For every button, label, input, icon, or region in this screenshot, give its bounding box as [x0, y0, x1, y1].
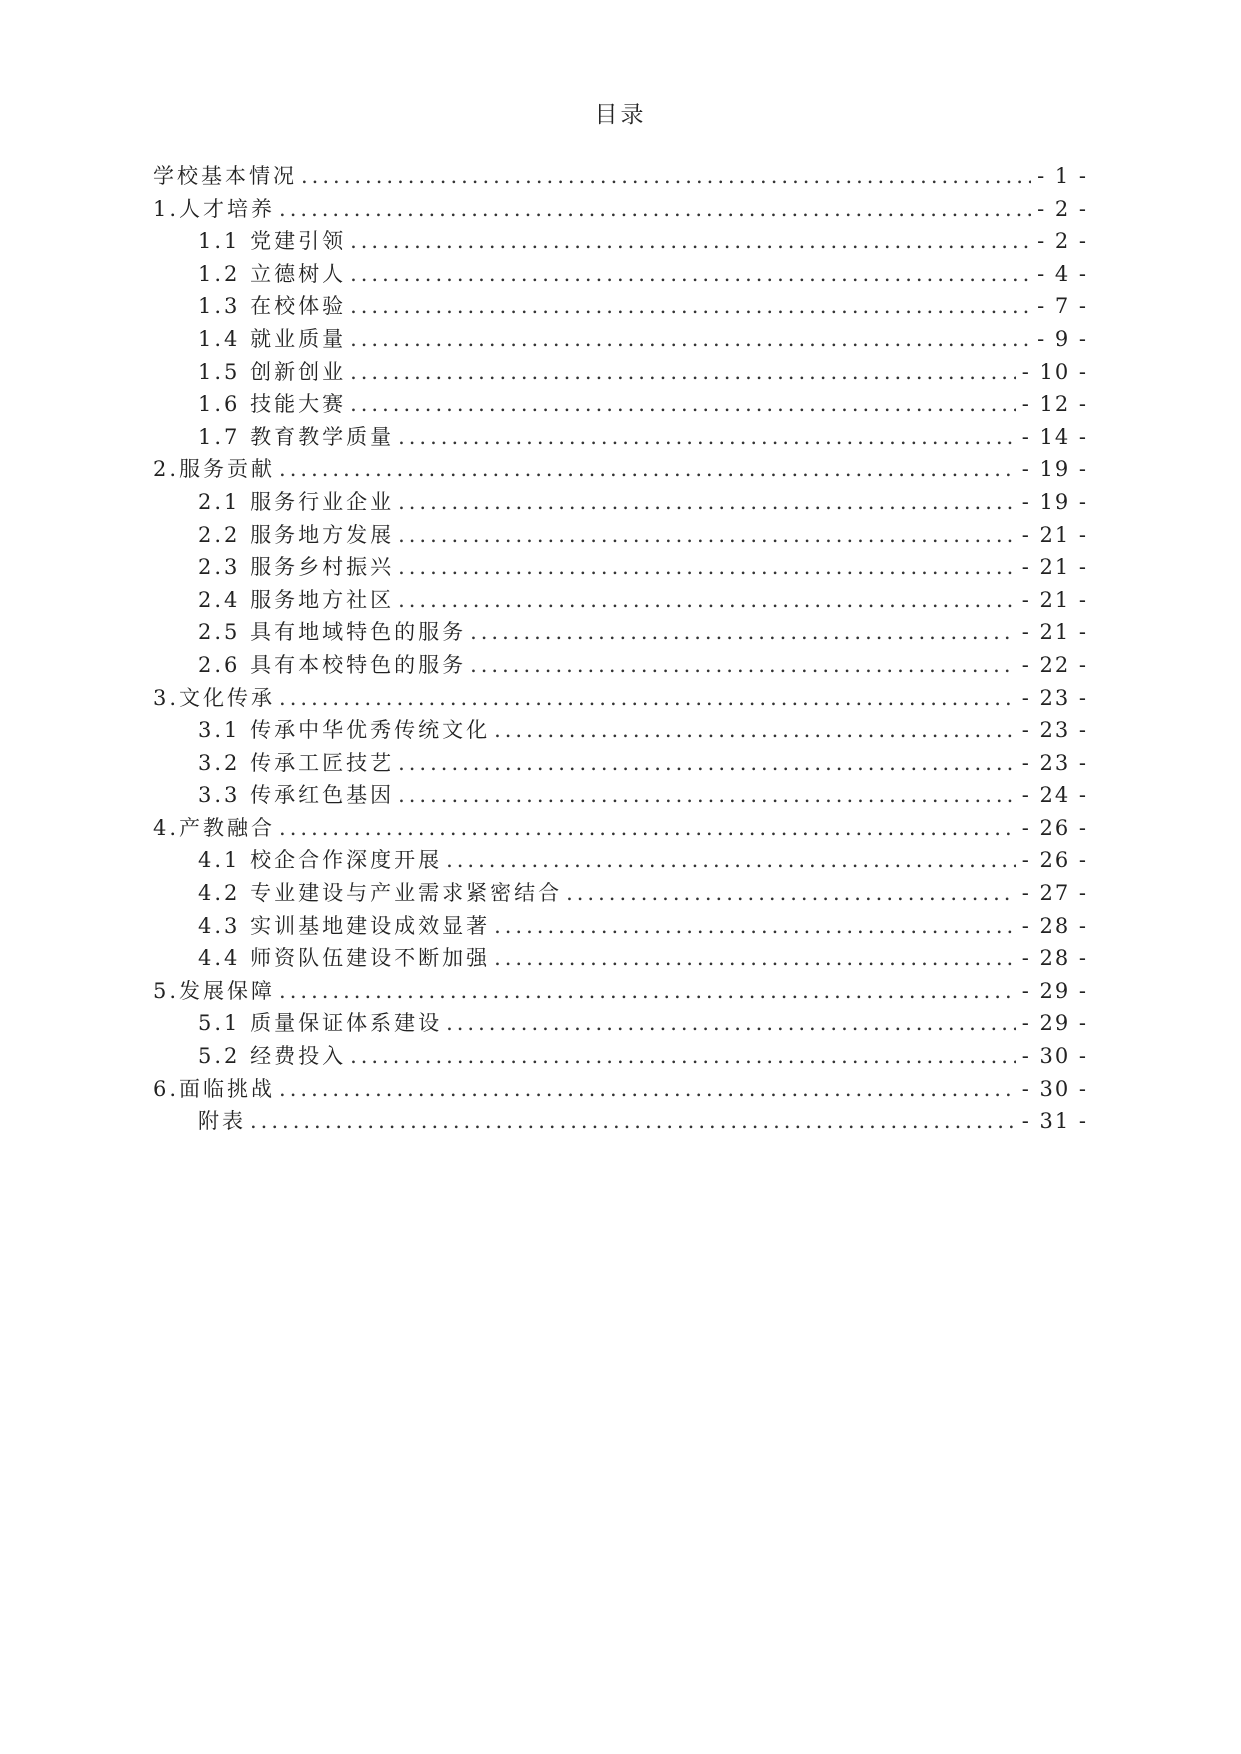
toc-entry-label: 1.2 立德树人 — [198, 261, 347, 286]
toc-entry-page-number: - 21 - — [1021, 620, 1088, 645]
toc-entry-page-number: - 31 - — [1021, 1109, 1088, 1134]
toc-entry[interactable] — [153, 779, 1088, 812]
toc-dot-leader — [279, 682, 1016, 715]
toc-entry-page-number: - 2 - — [1037, 229, 1088, 254]
toc-dot-leader — [279, 1073, 1016, 1106]
toc-entry[interactable] — [153, 649, 1088, 682]
table-of-contents — [153, 160, 1088, 1138]
toc-entry-label: 2.1 服务行业企业 — [198, 489, 395, 514]
toc-entry[interactable] — [153, 258, 1088, 291]
toc-entry-label: 1.4 就业质量 — [198, 326, 347, 351]
toc-entry[interactable] — [153, 1105, 1088, 1138]
toc-dot-leader — [494, 714, 1016, 747]
toc-entry-page-number: - 21 - — [1021, 522, 1088, 547]
toc-dot-leader — [398, 551, 1016, 584]
toc-entry-label: 2.3 服务乡村振兴 — [198, 555, 395, 580]
toc-entry-page-number: - 21 - — [1021, 555, 1088, 580]
toc-entry[interactable] — [153, 910, 1088, 943]
toc-dot-leader — [350, 323, 1031, 356]
toc-entry-page-number: - 12 - — [1021, 392, 1088, 417]
toc-entry[interactable] — [153, 714, 1088, 747]
toc-dot-leader — [250, 1105, 1016, 1138]
toc-entry-page-number: - 23 - — [1021, 750, 1088, 775]
toc-entry[interactable] — [153, 323, 1088, 356]
toc-entry-page-number: - 7 - — [1037, 294, 1088, 319]
toc-entry[interactable] — [153, 1007, 1088, 1040]
toc-entry-page-number: - 21 - — [1021, 587, 1088, 612]
toc-entry[interactable] — [153, 1073, 1088, 1106]
toc-entry-page-number: - 26 - — [1021, 848, 1088, 873]
toc-entry[interactable] — [153, 388, 1088, 421]
toc-dot-leader — [301, 160, 1031, 193]
toc-entry-label: 2.2 服务地方发展 — [198, 522, 395, 547]
toc-dot-leader — [350, 290, 1031, 323]
toc-entry-page-number: - 2 - — [1037, 196, 1088, 221]
toc-entry[interactable] — [153, 616, 1088, 649]
toc-entry-page-number: - 30 - — [1021, 1044, 1088, 1069]
toc-entry[interactable] — [153, 193, 1088, 226]
toc-dot-leader — [494, 910, 1016, 943]
toc-entry-page-number: - 4 - — [1037, 261, 1088, 286]
toc-dot-leader — [398, 779, 1016, 812]
toc-dot-leader — [470, 649, 1016, 682]
toc-entry-page-number: - 26 - — [1021, 815, 1088, 840]
toc-entry[interactable] — [153, 975, 1088, 1008]
toc-entry-page-number: - 27 - — [1021, 881, 1088, 906]
toc-entry-label: 2.4 服务地方社区 — [198, 587, 395, 612]
toc-entry[interactable] — [153, 421, 1088, 454]
toc-entry-label: 6.面临挑战 — [153, 1076, 276, 1101]
toc-dot-leader — [279, 812, 1016, 845]
toc-entry-label: 4.4 师资队伍建设不断加强 — [198, 946, 491, 971]
toc-dot-leader — [494, 942, 1016, 975]
toc-entry[interactable] — [153, 486, 1088, 519]
toc-dot-leader — [350, 1040, 1016, 1073]
toc-entry[interactable] — [153, 682, 1088, 715]
toc-entry-label: 1.人才培养 — [153, 196, 276, 221]
toc-entry-page-number: - 19 - — [1021, 489, 1088, 514]
toc-entry-page-number: - 19 - — [1021, 457, 1088, 482]
toc-dot-leader — [350, 225, 1031, 258]
toc-entry-label: 5.1 质量保证体系建设 — [198, 1011, 443, 1036]
toc-entry[interactable] — [153, 225, 1088, 258]
toc-entry-label: 2.服务贡献 — [153, 457, 276, 482]
toc-entry[interactable] — [153, 1040, 1088, 1073]
toc-entry-page-number: - 29 - — [1021, 978, 1088, 1003]
toc-entry-label: 3.2 传承工匠技艺 — [198, 750, 395, 775]
toc-dot-leader — [350, 258, 1031, 291]
toc-title: 目录 — [594, 102, 647, 128]
toc-entry-page-number: - 10 - — [1021, 359, 1088, 384]
toc-dot-leader — [398, 747, 1016, 780]
toc-entry-label: 附表 — [198, 1109, 246, 1134]
toc-entry-label: 3.1 传承中华优秀传统文化 — [198, 718, 491, 743]
toc-entry-page-number: - 30 - — [1021, 1076, 1088, 1101]
toc-dot-leader — [398, 584, 1016, 617]
toc-entry[interactable] — [153, 519, 1088, 552]
toc-entry-label: 2.5 具有地域特色的服务 — [198, 620, 467, 645]
toc-dot-leader — [279, 453, 1016, 486]
toc-entry-label: 5.发展保障 — [153, 978, 276, 1003]
toc-entry-label: 1.6 技能大赛 — [198, 392, 347, 417]
toc-entry-label: 1.5 创新创业 — [198, 359, 347, 384]
toc-entry[interactable] — [153, 942, 1088, 975]
toc-dot-leader — [470, 616, 1016, 649]
toc-entry-page-number: - 24 - — [1021, 783, 1088, 808]
toc-entry[interactable] — [153, 453, 1088, 486]
toc-dot-leader — [398, 421, 1016, 454]
toc-entry-label: 1.3 在校体验 — [198, 294, 347, 319]
toc-entry-label: 5.2 经费投入 — [198, 1044, 347, 1069]
toc-entry-page-number: - 28 - — [1021, 946, 1088, 971]
toc-entry[interactable] — [153, 290, 1088, 323]
toc-entry-page-number: - 1 - — [1037, 164, 1088, 188]
toc-entry-label: 1.1 党建引领 — [198, 229, 347, 254]
toc-entry-page-number: - 29 - — [1021, 1011, 1088, 1036]
toc-entry[interactable] — [153, 747, 1088, 780]
toc-entry-page-number: - 14 - — [1021, 424, 1088, 449]
toc-entry[interactable] — [153, 877, 1088, 910]
toc-entry[interactable] — [153, 844, 1088, 877]
toc-entry-label: 3.3 传承红色基因 — [198, 783, 395, 808]
toc-dot-leader — [398, 486, 1016, 519]
toc-entry[interactable] — [153, 551, 1088, 584]
toc-dot-leader — [350, 388, 1016, 421]
toc-entry-label: 学校基本情况 — [153, 164, 297, 188]
toc-entry-page-number: - 28 - — [1021, 913, 1088, 938]
toc-entry[interactable] — [153, 160, 1088, 193]
toc-dot-leader — [350, 356, 1016, 389]
toc-dot-leader — [279, 975, 1016, 1008]
toc-dot-leader — [398, 519, 1016, 552]
toc-entry[interactable] — [153, 356, 1088, 389]
toc-dot-leader — [446, 1007, 1016, 1040]
toc-entry-label: 4.3 实训基地建设成效显著 — [198, 913, 491, 938]
toc-entry-label: 4.2 专业建设与产业需求紧密结合 — [198, 881, 563, 906]
toc-entry[interactable] — [153, 812, 1088, 845]
toc-entry-page-number: - 23 - — [1021, 718, 1088, 743]
toc-entry-page-number: - 23 - — [1021, 685, 1088, 710]
toc-entry-label: 4.1 校企合作深度开展 — [198, 848, 443, 873]
toc-entry-label: 2.6 具有本校特色的服务 — [198, 652, 467, 677]
toc-entry-label: 3.文化传承 — [153, 685, 276, 710]
toc-dot-leader — [279, 193, 1031, 226]
toc-dot-leader — [566, 877, 1016, 910]
toc-entry[interactable] — [153, 584, 1088, 617]
toc-entry-label: 1.7 教育教学质量 — [198, 424, 395, 449]
toc-entry-page-number: - 22 - — [1021, 652, 1088, 677]
toc-entry-page-number: - 9 - — [1037, 326, 1088, 351]
toc-entry-label: 4.产教融合 — [153, 815, 276, 840]
toc-dot-leader — [446, 844, 1016, 877]
